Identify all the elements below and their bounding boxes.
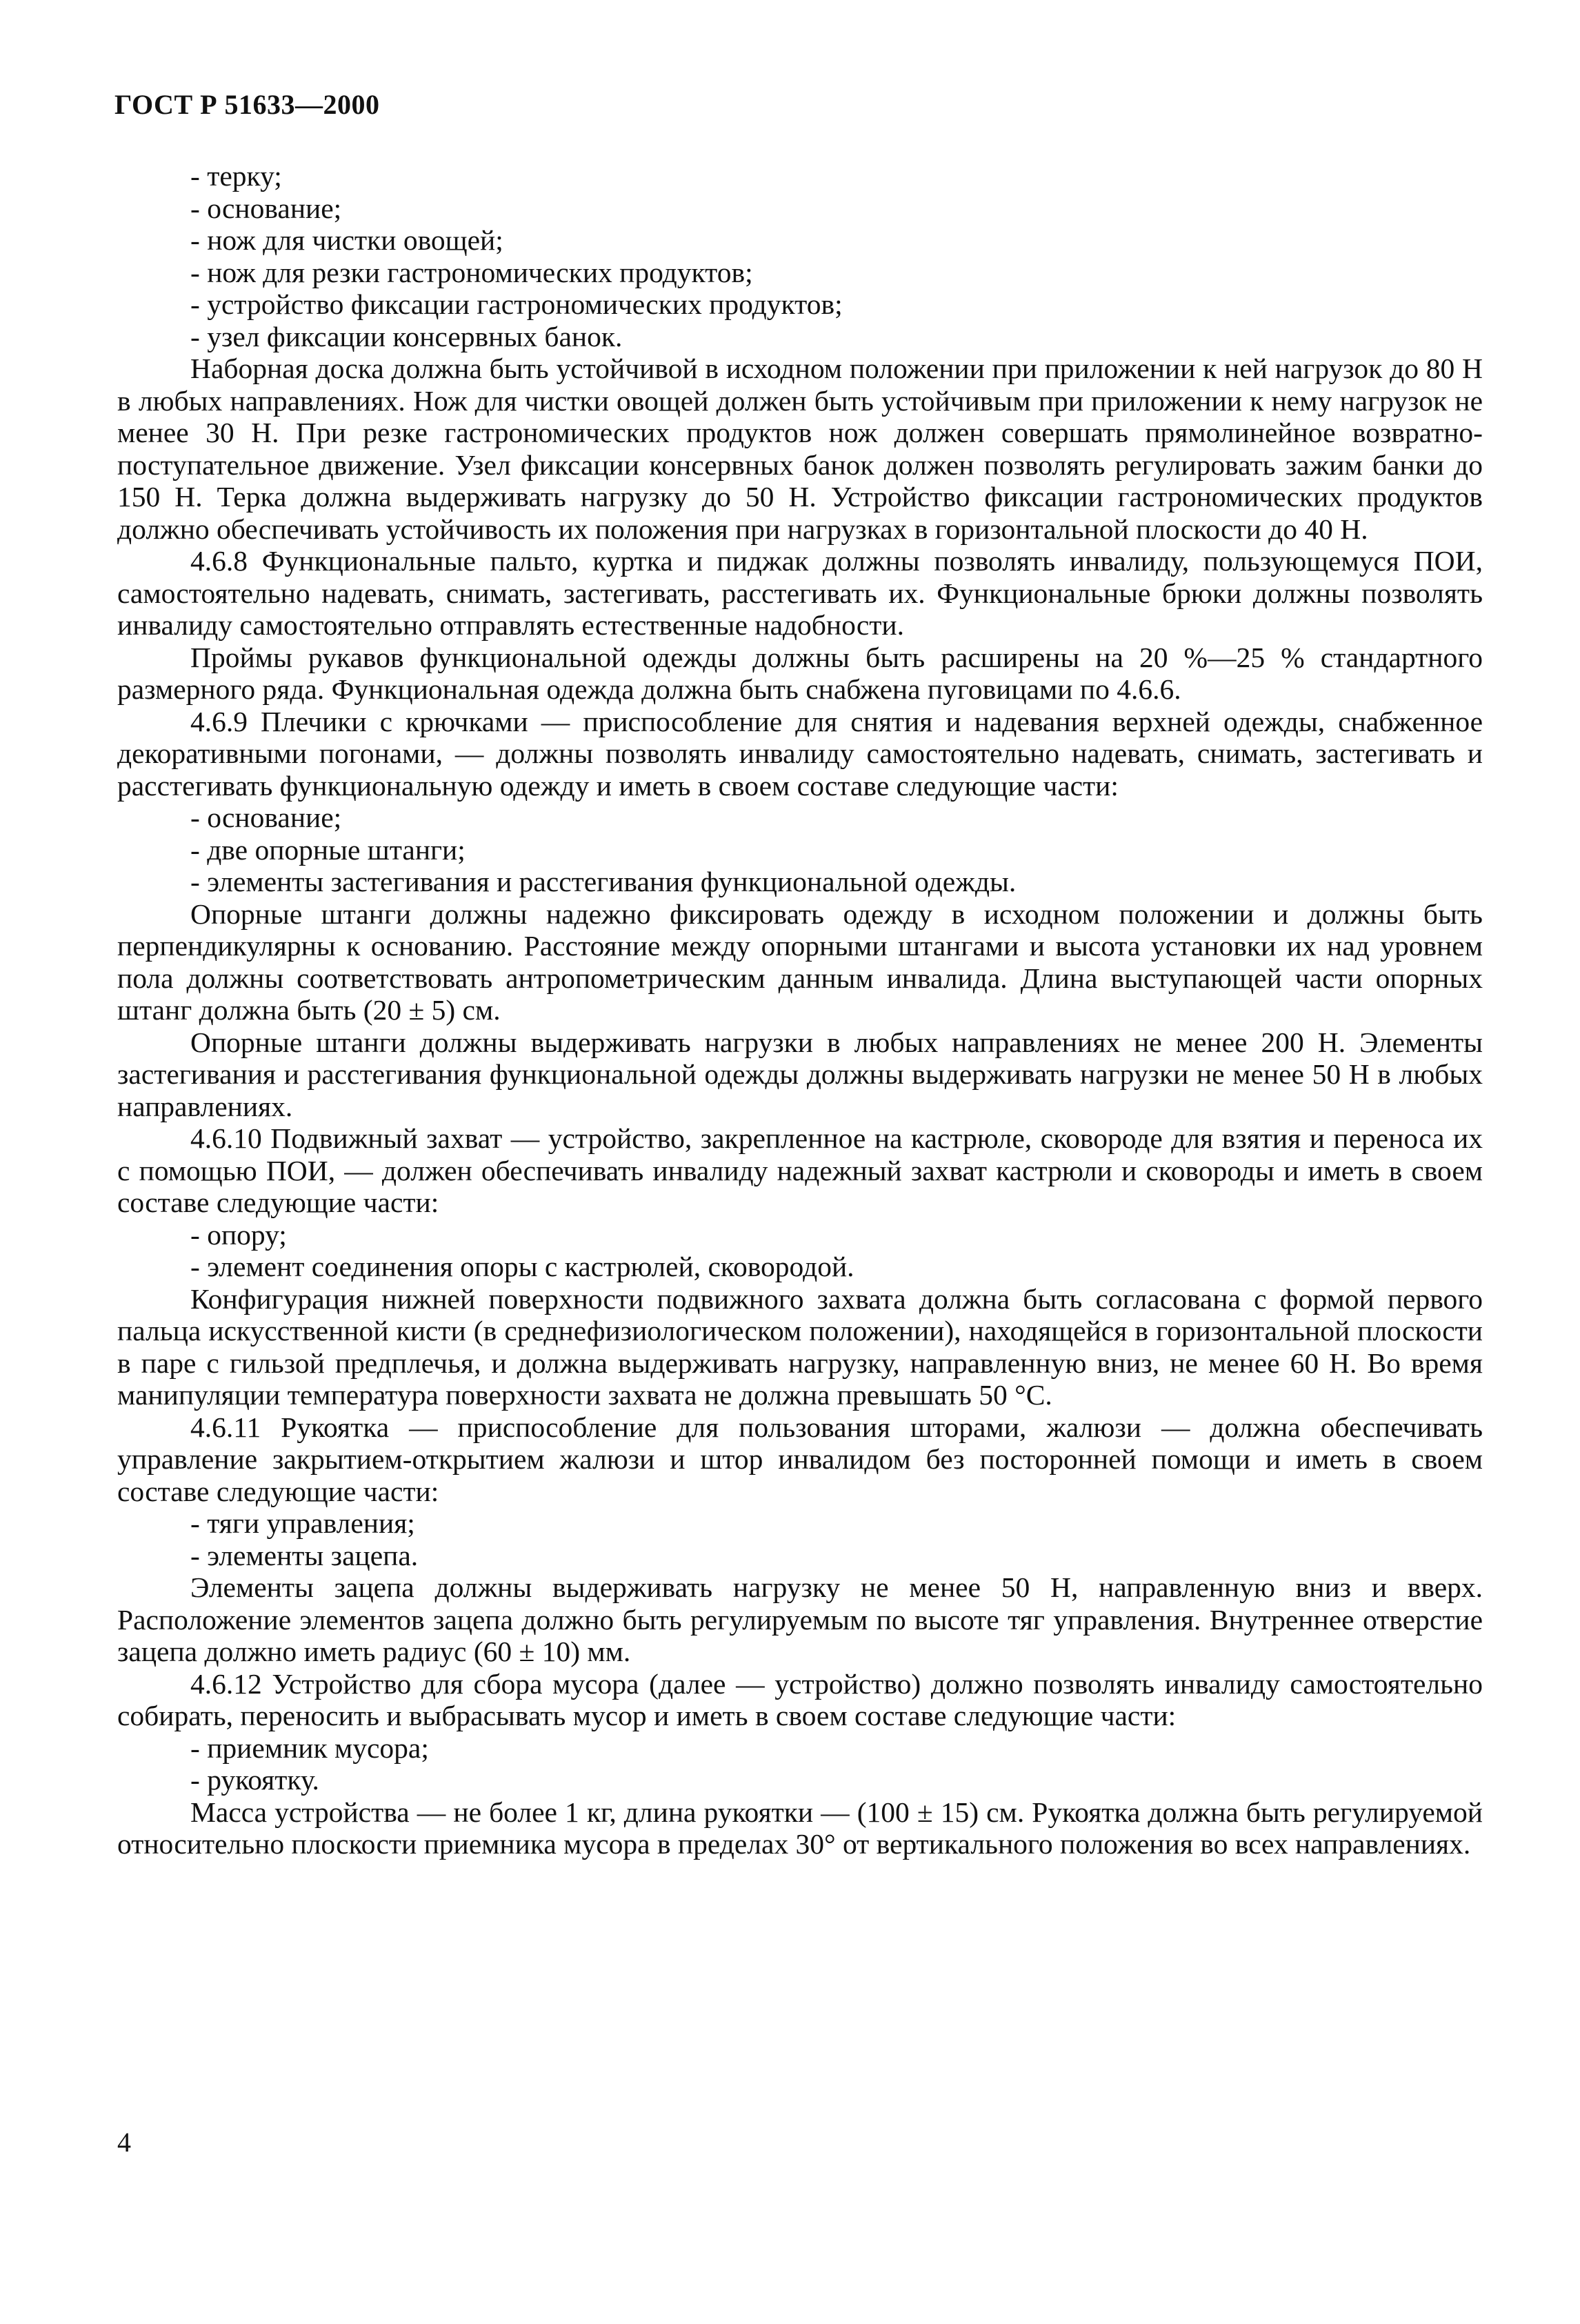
list-item: - опору; <box>190 1218 287 1251</box>
paragraph: Конфигурация нижней поверхности подвижного захвата должна быть согласована с формой первого пальца искусственной кисти (в среднефизиологическом положении), находящейся в горизонтальной плоскости в паре с гильзой предплечья, и должна выдерживать нагрузку, направленную вниз, не менее 60 Н. Во время манипуляции температура поверхности захвата не должна превышать 50 °С. <box>117 1282 1483 1411</box>
list-item: - основание; <box>190 802 342 833</box>
list-item: - элемент соединения опоры с кастрюлей, сковородой. <box>190 1251 854 1282</box>
page-number: 4 <box>117 2127 131 2158</box>
paragraph: Опорные штанги должны надежно фиксировать одежду в исходном положении и должны быть перпендикулярны к основанию. Расстояние между опорными штангами и высота установки их над уровнем пола должны соответствовать антропометрическим данным инвалида. Длина выступающей части опорных штанг должна быть (20 ± 5) см. <box>117 897 1483 1026</box>
paragraph: 4.6.12 Устройство для сбора мусора (далее — устройство) должно позволять инвалиду самостоятельно собирать, переносить и выбрасывать мусор и иметь в своем составе следующие части: <box>117 1667 1483 1731</box>
paragraph: Элементы зацепа должны выдерживать нагрузку не менее 50 Н, направленную вниз и вверх. Расположение элементов зацепа должно быть регулируемым по высоте тяг управления. Внутреннее отверстие зацепа должно иметь радиус (60 ± 10) мм. <box>117 1571 1483 1667</box>
list-item: - узел фиксации консервных банок. <box>190 320 623 352</box>
paragraph: 4.6.8 Функциональные пальто, куртка и пиджак должны позволять инвалиду, пользующемуся ПОИ, самостоятельно надевать, снимать, застегивать, расстегивать их. Функциональные брюки должны позволять инвалиду самостоятельно отправлять естественные надобности. <box>117 545 1483 641</box>
paragraph: 4.6.10 Подвижный захват — устройство, закрепленное на кастрюле, сковороде для взятия и переноса их с помощью ПОИ, — должен обеспечивать инвалиду надежный захват кастрюли и сковороды и иметь в своем составе следующие части: <box>117 1122 1483 1218</box>
paragraph: Наборная доска должна быть устойчивой в исходном положении при приложении к ней нагрузок до 80 Н в любых направлениях. Нож для чистки овощей должен быть устойчивым при приложении к нему нагрузок не менее 30 Н. При резке гастрономических продуктов нож должен совершать прямолинейное возвратно-поступательное движение. Узел фиксации консервных банок должен позволять регулировать зажим банки до 150 Н. Терка должна выдерживать нагрузку до 50 Н. Устройство фиксации гастрономических продуктов должно обеспечивать устойчивость их положения при нагрузках в горизонтальной плоскости до 40 Н. <box>117 352 1483 545</box>
list-item: - рукоятку. <box>190 1764 319 1796</box>
list-item: - нож для резки гастрономических продуктов; <box>190 256 753 288</box>
list-item: - две опорные штанги; <box>190 833 466 866</box>
list-item: - устройство фиксации гастрономических продуктов; <box>190 288 843 320</box>
paragraph: Масса устройства — не более 1 кг, длина рукоятки — (100 ± 15) см. Рукоятка должна быть регулируемой относительно плоскости приемника мусора в пределах 30° от вертикального положения во всех направлениях. <box>117 1796 1483 1860</box>
document-body <box>117 160 1483 1860</box>
list-item: - нож для чистки овощей; <box>190 224 503 256</box>
list-item: - элементы зацепа. <box>190 1539 419 1571</box>
list-item: - тяги управления; <box>190 1507 415 1539</box>
list-item: - приемник мусора; <box>190 1731 429 1764</box>
list-item: - элементы застегивания и расстегивания функциональной одежды. <box>190 866 1017 897</box>
document-header: ГОСТ Р 51633—2000 <box>114 89 380 120</box>
paragraph: 4.6.9 Плечики с крючками — приспособление для снятия и надевания верхней одежды, снабженное декоративными погонами, — должны позволять инвалиду самостоятельно надевать, снимать, застегивать и расстегивать функциональную одежду и иметь в своем составе следующие части: <box>117 705 1483 802</box>
list-item: - основание; <box>190 192 342 224</box>
paragraph: Проймы рукавов функциональной одежды должны быть расширены на 20 %—25 % стандартного размерного ряда. Функциональная одежда должна быть снабжена пуговицами по 4.6.6. <box>117 641 1483 705</box>
list-item: - терку; <box>190 160 282 192</box>
paragraph: Опорные штанги должны выдерживать нагрузки в любых направлениях не менее 200 Н. Элементы застегивания и расстегивания функциональной одежды должны выдерживать нагрузки не менее 50 Н в любых направлениях. <box>117 1026 1483 1122</box>
paragraph: 4.6.11 Рукоятка — приспособление для пользования шторами, жалюзи — должна обеспечивать управление закрытием-открытием жалюзи и штор инвалидом без посторонней помощи и иметь в своем составе следующие части: <box>117 1411 1483 1507</box>
